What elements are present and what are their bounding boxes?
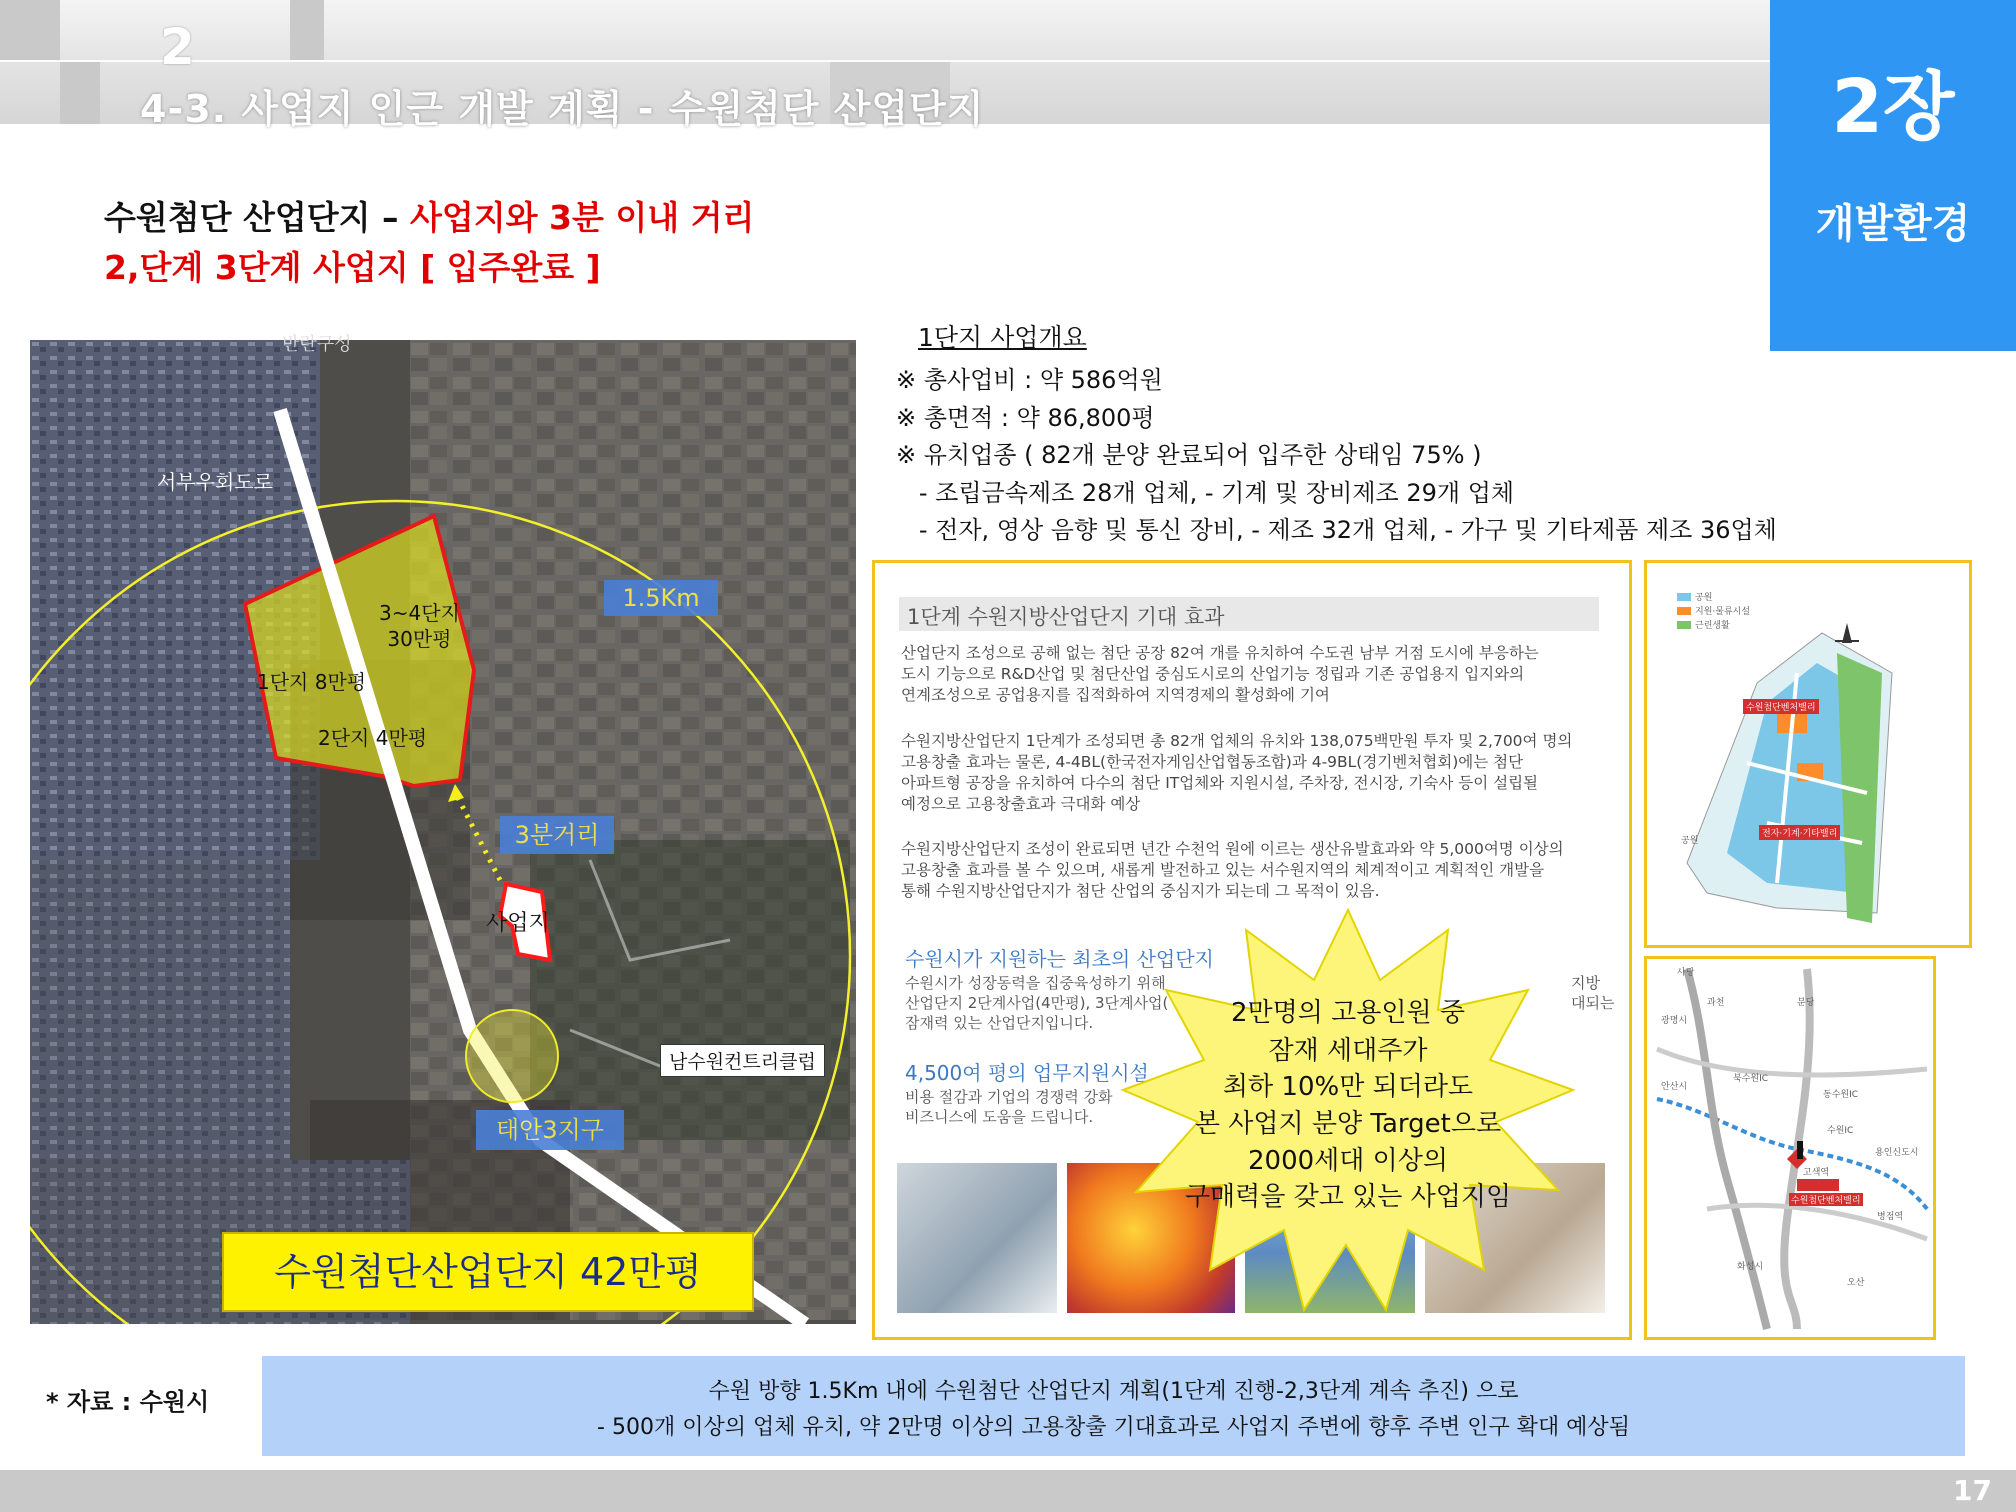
brochure-paragraph — [901, 731, 1572, 815]
page-number: 17 — [1953, 1474, 1992, 1507]
chapter-box — [1770, 0, 2016, 351]
regional-label: 사당 — [1677, 968, 1695, 978]
regional-label: 화성시 — [1737, 1262, 1764, 1272]
regional-label: 오산 — [1847, 1278, 1865, 1288]
brochure-subtitle-2: 4,500여 평의 업무지원시설 — [905, 1061, 1149, 1085]
legend-item: 근린생활 — [1695, 621, 1730, 631]
overview-line: - 조립금속제조 28개 업체, - 기계 및 장비제조 29개 업체 — [896, 479, 1515, 507]
heading-red: 사업지와 3분 이내 거리 — [410, 198, 755, 237]
chapter-number: 2 — [160, 18, 195, 76]
brochure-text-line: 아파트형 공장을 유치하여 다수의 첨단 IT업체와 지원시설, 주차장, 전시장, 기숙사 등이 설립될 — [901, 774, 1539, 792]
brochure-text-line: 통해 수원지방산업단지가 첨단 산업의 중심지가 되는데 그 목적이 있음. — [901, 882, 1380, 900]
header-block — [60, 62, 100, 124]
brochure-text-line: 비용 절감과 기업의 경쟁력 강화 — [905, 1088, 1113, 1106]
regional-label: 과천 — [1707, 998, 1725, 1008]
map-district-label: 태안3지구 — [476, 1110, 624, 1150]
burst-line: 구매력을 갖고 있는 사업지임 — [1184, 1182, 1512, 1212]
brochure-paragraph — [901, 643, 1539, 706]
regional-label: 병점역 — [1877, 1212, 1904, 1222]
brochure-text-line: 고용창출 효과는 물론, 4-4BL(한국전자게임산업협동조합)과 4-9BL(경기벤처협회)에는 첨단 — [901, 753, 1524, 771]
map-radius-label: 1.5Km — [604, 580, 718, 616]
brochure-paragraph — [901, 839, 1564, 902]
brochure-text-line: 고용창출 효과를 볼 수 있으며, 새롭게 발전하고 있는 서수원지역의 체계적이고 계획적인 개발을 — [901, 861, 1545, 879]
regional-label: 안산시 — [1661, 1082, 1688, 1092]
footer-bar — [0, 1470, 2016, 1512]
site-plan-panel — [1644, 560, 1972, 948]
brochure-sub2-text — [905, 1087, 1112, 1127]
burst-line: 2만명의 고용인원 중 — [1231, 998, 1465, 1028]
brochure-text-line: 대되는 — [1571, 994, 1615, 1012]
overview-title: 1단지 사업개요 — [918, 323, 1087, 352]
burst-line: 본 사업지 분양 Target으로 — [1194, 1109, 1502, 1139]
map-distance-label: 3분거리 — [500, 816, 614, 854]
regional-label: 수원IC — [1827, 1126, 1854, 1136]
burst-line: 잠재 세대주가 — [1268, 1036, 1428, 1066]
map-golf-label: 남수원컨트리클럽 — [660, 1044, 825, 1077]
brochure-text-line: 수원지방산업단지 조성이 완료되면 년간 수천억 원에 이르는 생산유발효과와 약 5,000여명 이상의 — [901, 840, 1564, 858]
brochure-text-line: 수원시가 성장동력을 집중육성하기 위해 — [905, 974, 1166, 992]
summary-line-1: 수원 방향 1.5Km 내에 수원첨단 산업단지 계획(1단계 진행-2,3단계 계속 추진) 으로 — [708, 1379, 1519, 1404]
summary-box — [262, 1356, 1965, 1456]
summary-line-2: - 500개 이상의 업체 유치, 약 2만명 이상의 고용창출 기대효과로 사업지 주변에 향후 주변 인구 확대 예상됨 — [597, 1415, 1630, 1440]
map-phase2-label: 2단지 4만평 — [318, 726, 428, 750]
burst-line: 최하 10%만 되더라도 — [1222, 1072, 1474, 1102]
office-photo — [897, 1163, 1057, 1313]
header-block — [0, 0, 60, 60]
chapter-label: 2장 — [1831, 64, 1955, 150]
map-phase1-label: 1단지 8만평 — [257, 670, 367, 694]
regional-label: 수원첨단벤처밸리 — [1789, 1193, 1863, 1206]
burst-line: 2000세대 이상의 — [1247, 1146, 1448, 1176]
legend-item: 지원·물류시설 — [1695, 607, 1751, 617]
brochure-subtitle-1: 수원시가 지원하는 최초의 산업단지 — [905, 947, 1214, 971]
heading-line-2: 2,단계 3단계 사업지 [ 입주완료 ] — [104, 248, 601, 287]
map-road-label: 서부우회도로 — [157, 470, 273, 494]
regional-label: 동수원IC — [1823, 1090, 1859, 1100]
header-divider — [0, 60, 1770, 62]
brochure-text-line: 지방 — [1571, 974, 1600, 992]
heading-black: 수원첨단 산업단지 – — [104, 198, 410, 237]
header-block — [290, 0, 324, 60]
brochure-text-line: 산업단지 2단계사업(4만평), 3단계사업( — [905, 994, 1169, 1012]
site-plan-tag: 공원 — [1681, 836, 1699, 846]
map-top-label: 반란구성 — [282, 334, 352, 355]
brochure-text-line: 산업단지 조성으로 공해 없는 첨단 공장 82여 개를 유치하여 수도권 남부 거점 도시에 부응하는 — [901, 644, 1539, 662]
regional-label: 광명시 — [1661, 1016, 1688, 1026]
brochure-text-line: 연계조성으로 공업용지를 집적화하여 지역경제의 활성화에 기여 — [901, 686, 1330, 704]
regional-label: 분당 — [1797, 998, 1815, 1008]
phase34-area: 30만평 — [387, 627, 452, 651]
brochure-text-line: 잠재력 있는 산업단지입니다. — [905, 1014, 1094, 1032]
regional-label: 용인신도시 — [1875, 1148, 1919, 1158]
brochure-text-line: 도시 기능으로 R&D산업 및 첨단산업 중심도시로의 산업기능 정립과 기존 공업용지 입지와의 — [901, 665, 1525, 683]
brochure-text-line: 비즈니스에 도움을 드립니다. — [905, 1108, 1094, 1126]
brochure-text-line: 예정으로 고용창출효과 극대화 예상 — [901, 795, 1141, 813]
brochure-title: 1단계 수원지방산업단지 기대 효과 — [907, 605, 1225, 629]
brochure-text-line: 수원지방산업단지 1단계가 조성되면 총 82개 업체의 유치와 138,075백만원 투자 및 2,700여 명의 — [901, 732, 1573, 750]
regional-label: 북수원IC — [1733, 1074, 1769, 1084]
legend-item: 공원 — [1695, 593, 1713, 603]
regional-label: 고색역 — [1803, 1168, 1830, 1178]
heading-line-1 — [104, 192, 754, 239]
overview-line: ※ 총면적 : 약 86,800평 — [896, 404, 1155, 432]
overview-line: ※ 유치업종 ( 82개 분양 완료되어 입주한 상태임 75% ) — [896, 441, 1482, 469]
aerial-map — [30, 340, 856, 1324]
chapter-subtitle: 개발환경 — [1815, 201, 1971, 247]
map-phase34-label — [379, 600, 460, 652]
source-note: * 자료 : 수원시 — [46, 1388, 210, 1416]
map-banner: 수원첨단산업단지 42만평 — [222, 1232, 754, 1312]
overview-line: - 전자, 영상 음향 및 통신 장비, - 제조 32개 업체, - 가구 및 기타제품 제조 36업체 — [896, 516, 1777, 544]
regional-map-panel — [1644, 956, 1936, 1340]
overview-line: ※ 총사업비 : 약 586억원 — [896, 366, 1163, 394]
phase34-name: 3~4단지 — [379, 601, 460, 625]
section-title: 4-3. 사업지 인근 개발 계획 - 수원첨단 산업단지 — [140, 87, 985, 131]
site-plan-tag: 전자·기계·기타밸리 — [1759, 825, 1840, 840]
site-plan-tag: 수원첨단벤처밸리 — [1743, 699, 1819, 714]
map-site-label: 사업지 — [486, 911, 550, 936]
